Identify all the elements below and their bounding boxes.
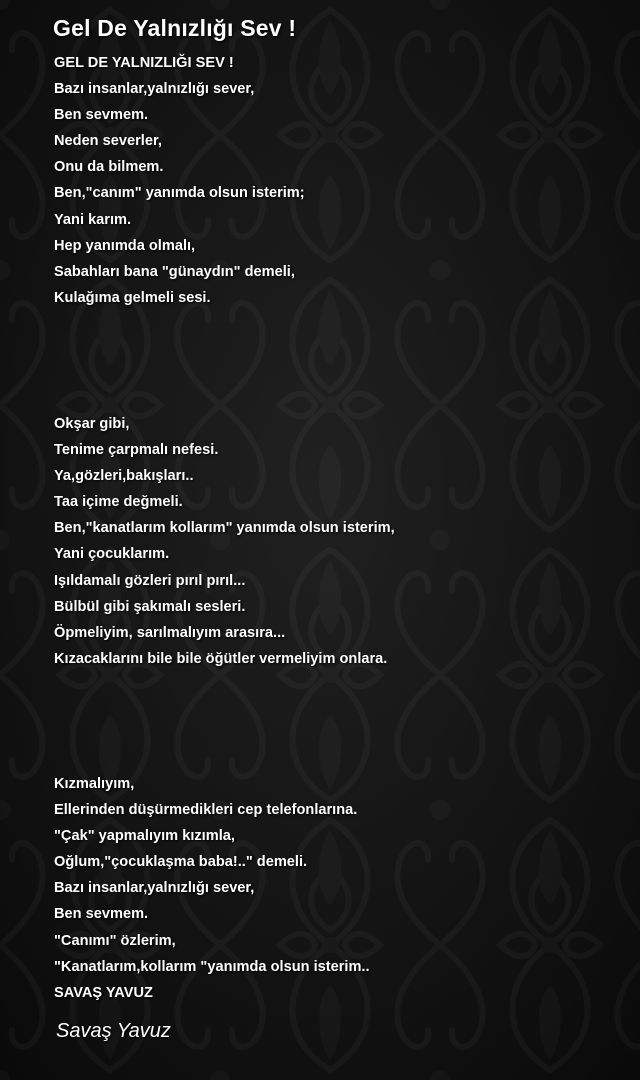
poem-line: "Çak" yapmalıyım kızımla, xyxy=(54,828,235,845)
poem-line: Ya,gözleri,bakışları.. xyxy=(54,468,194,485)
poem-line: Taa içime değmeli. xyxy=(54,494,183,511)
poem-title: Gel De Yalnızlığı Sev ! xyxy=(53,15,297,41)
stanza-1 xyxy=(54,50,305,311)
poem-line: Kızmalıyım, xyxy=(54,776,135,792)
poem-line: Yani çocuklarım. xyxy=(54,546,170,563)
poem-line: Ellerinden düşürmedikleri cep telefonlarına. xyxy=(54,802,358,819)
poem-line: Ben,"kanatlarım kollarım" yanımda olsun isterim, xyxy=(54,520,395,537)
poem-line: Öpmeliyim, sarılmalıyım arasıra... xyxy=(54,624,286,641)
poem-line: GEL DE YALNIZLIĞI SEV ! xyxy=(54,55,234,71)
author-signature: Savaş Yavuz xyxy=(56,1020,171,1042)
poem-line: Bazı insanlar,yalnızlığı sever, xyxy=(54,880,255,897)
poem-line: Kulağıma gelmeli sesi. xyxy=(54,289,211,306)
poem-line: Kızacaklarını bile bile öğütler vermeliyim onlara. xyxy=(54,650,388,667)
stanza-2 xyxy=(54,411,395,672)
poem-line: Ben,"canım" yanımda olsun isterim; xyxy=(54,185,305,202)
poem-line: Ben sevmem. xyxy=(54,107,149,124)
poem-line: Sabahları bana "günaydın" demeli, xyxy=(54,263,295,280)
poem-line: Oğlum,"çocuklaşma baba!.." demeli. xyxy=(54,854,308,871)
poem-line: Işıldamalı gözleri pırıl pırıl... xyxy=(54,572,246,589)
poem-line: "Canımı" özlerim, xyxy=(54,932,176,949)
poem-line: Ben sevmem. xyxy=(54,906,149,923)
poem-line: Yani karım. xyxy=(54,211,132,228)
poem-line: Bülbül gibi şakımalı sesleri. xyxy=(54,598,246,615)
poem-line: Tenime çarpmalı nefesi. xyxy=(54,442,219,459)
poem-line: Okşar gibi, xyxy=(54,416,130,432)
poem-line: "Kanatlarım,kollarım "yanımda olsun isterim.. xyxy=(54,958,370,975)
poem-line: Onu da bilmem. xyxy=(54,159,164,176)
poem-line: Hep yanımda olmalı, xyxy=(54,237,196,254)
poem-line: SAVAŞ YAVUZ xyxy=(54,984,153,1001)
stanza-3 xyxy=(54,771,370,1006)
poem-line: Bazı insanlar,yalnızlığı sever, xyxy=(54,81,255,98)
poem-line: Neden severler, xyxy=(54,133,162,150)
